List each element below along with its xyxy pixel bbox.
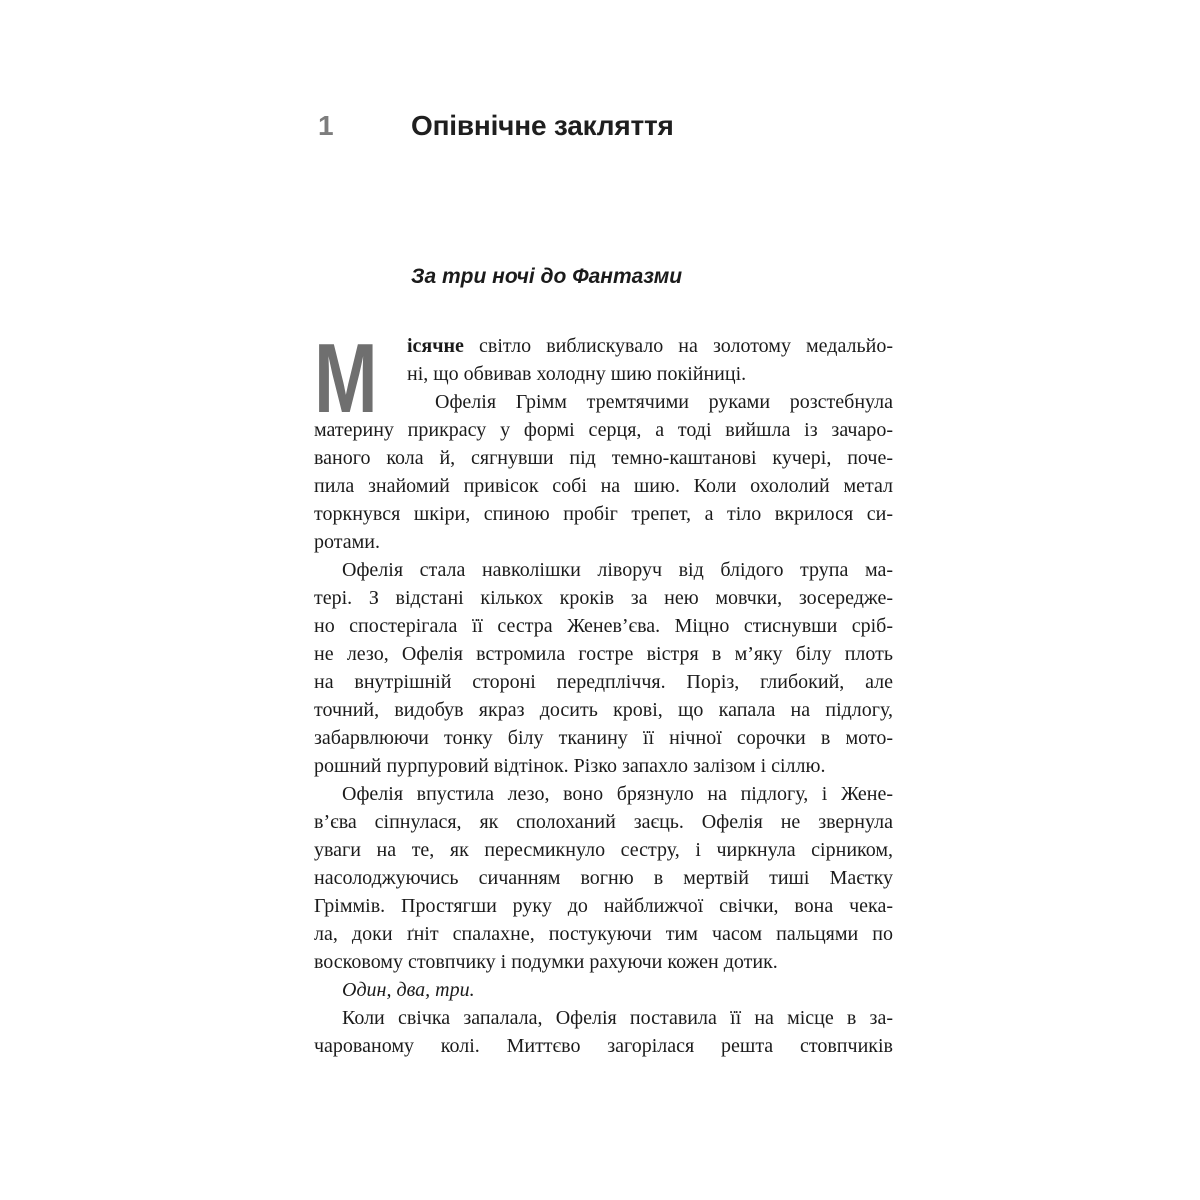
text-line: чарованому колі. Миттєво загорілася решта стовпчиків: [314, 1035, 893, 1057]
text-line: Офелія впустила лезо, воно брязнуло на підлогу, і Жене-: [342, 783, 893, 805]
text-line: Офелія Грімм тремтячими руками розстебнула: [435, 391, 893, 413]
text-line: Коли свічка запалала, Офелія поставила її на місце в за-: [342, 1007, 893, 1029]
text-line: Офелія стала навколішки ліворуч від блідого трупа ма-: [342, 559, 893, 581]
text-line: забарвлюючи тонку білу тканину її нічної сорочки в мото-: [314, 727, 893, 749]
chapter-subtitle: За три ночі до Фантазми: [411, 265, 683, 288]
text-line: Гріммів. Простягши руку до найближчої свічки, вона чека-: [314, 895, 893, 917]
text-line: ротами.: [314, 531, 380, 553]
text-line: не лезо, Офелія встромила гостре вістря в м’яку білу плоть: [314, 643, 893, 665]
text-line: пила знайомий привісок собі на шию. Коли охололий метал: [314, 475, 893, 497]
text-line: Один, два, три.: [342, 979, 475, 1001]
text-line: восковому стовпчику і подумки рахуючи кожен дотик.: [314, 951, 778, 973]
text-line: рошний пурпуровий відтінок. Різко запахло залізом і сіллю.: [314, 755, 826, 777]
paragraph-opening: [314, 332, 893, 388]
text-line: материну прикрасу у формі серця, а тоді вийшла із зачаро-: [314, 419, 893, 441]
paragraph: [314, 556, 893, 780]
text-line: тері. З відстані кількох кроків за нею мовчки, зосередже-: [314, 587, 893, 609]
text-line: в’єва сіпнулася, як сполоханий заєць. Офелія не звернула: [314, 811, 893, 833]
line-text: світло виблискувало на золотому медальйо-: [463, 335, 893, 357]
drop-cap: М: [314, 323, 378, 433]
text-line: на внутрішній стороні передпліччя. Поріз, глибокий, але: [314, 671, 893, 693]
text-line: ваного кола й, сягнувши під темно-каштанові кучері, поче-: [314, 447, 893, 469]
lead-word: ісячне: [407, 335, 464, 357]
paragraph: [314, 388, 893, 556]
paragraph: [314, 1004, 893, 1060]
text-line: точний, видобув якраз досить крові, що капала на підлогу,: [314, 699, 893, 721]
text-line: ні, що обвивав холодну шию покійниці.: [407, 363, 747, 385]
chapter-number: 1: [318, 110, 334, 141]
paragraph: [314, 780, 893, 976]
chapter-title: Опівнічне закляття: [411, 110, 674, 141]
text-line: ла, доки ґніт спалахне, постукуючи тим часом пальцями по: [314, 923, 893, 945]
paragraph-count: [314, 976, 893, 1004]
text-line: уваги на те, як пересмикнуло сестру, і чиркнула сірником,: [314, 839, 893, 861]
text-line: насолоджуючись сичанням вогню в мертвій тиші Маєтку: [314, 867, 893, 889]
text-line: торкнувся шкіри, спиною пробіг трепет, а тіло вкрилося си-: [314, 503, 893, 525]
body-text: [314, 323, 893, 1060]
text-line: но спостерігала її сестра Женев’єва. Міцно стиснувши сріб-: [314, 615, 893, 637]
text-line: [314, 332, 893, 360]
